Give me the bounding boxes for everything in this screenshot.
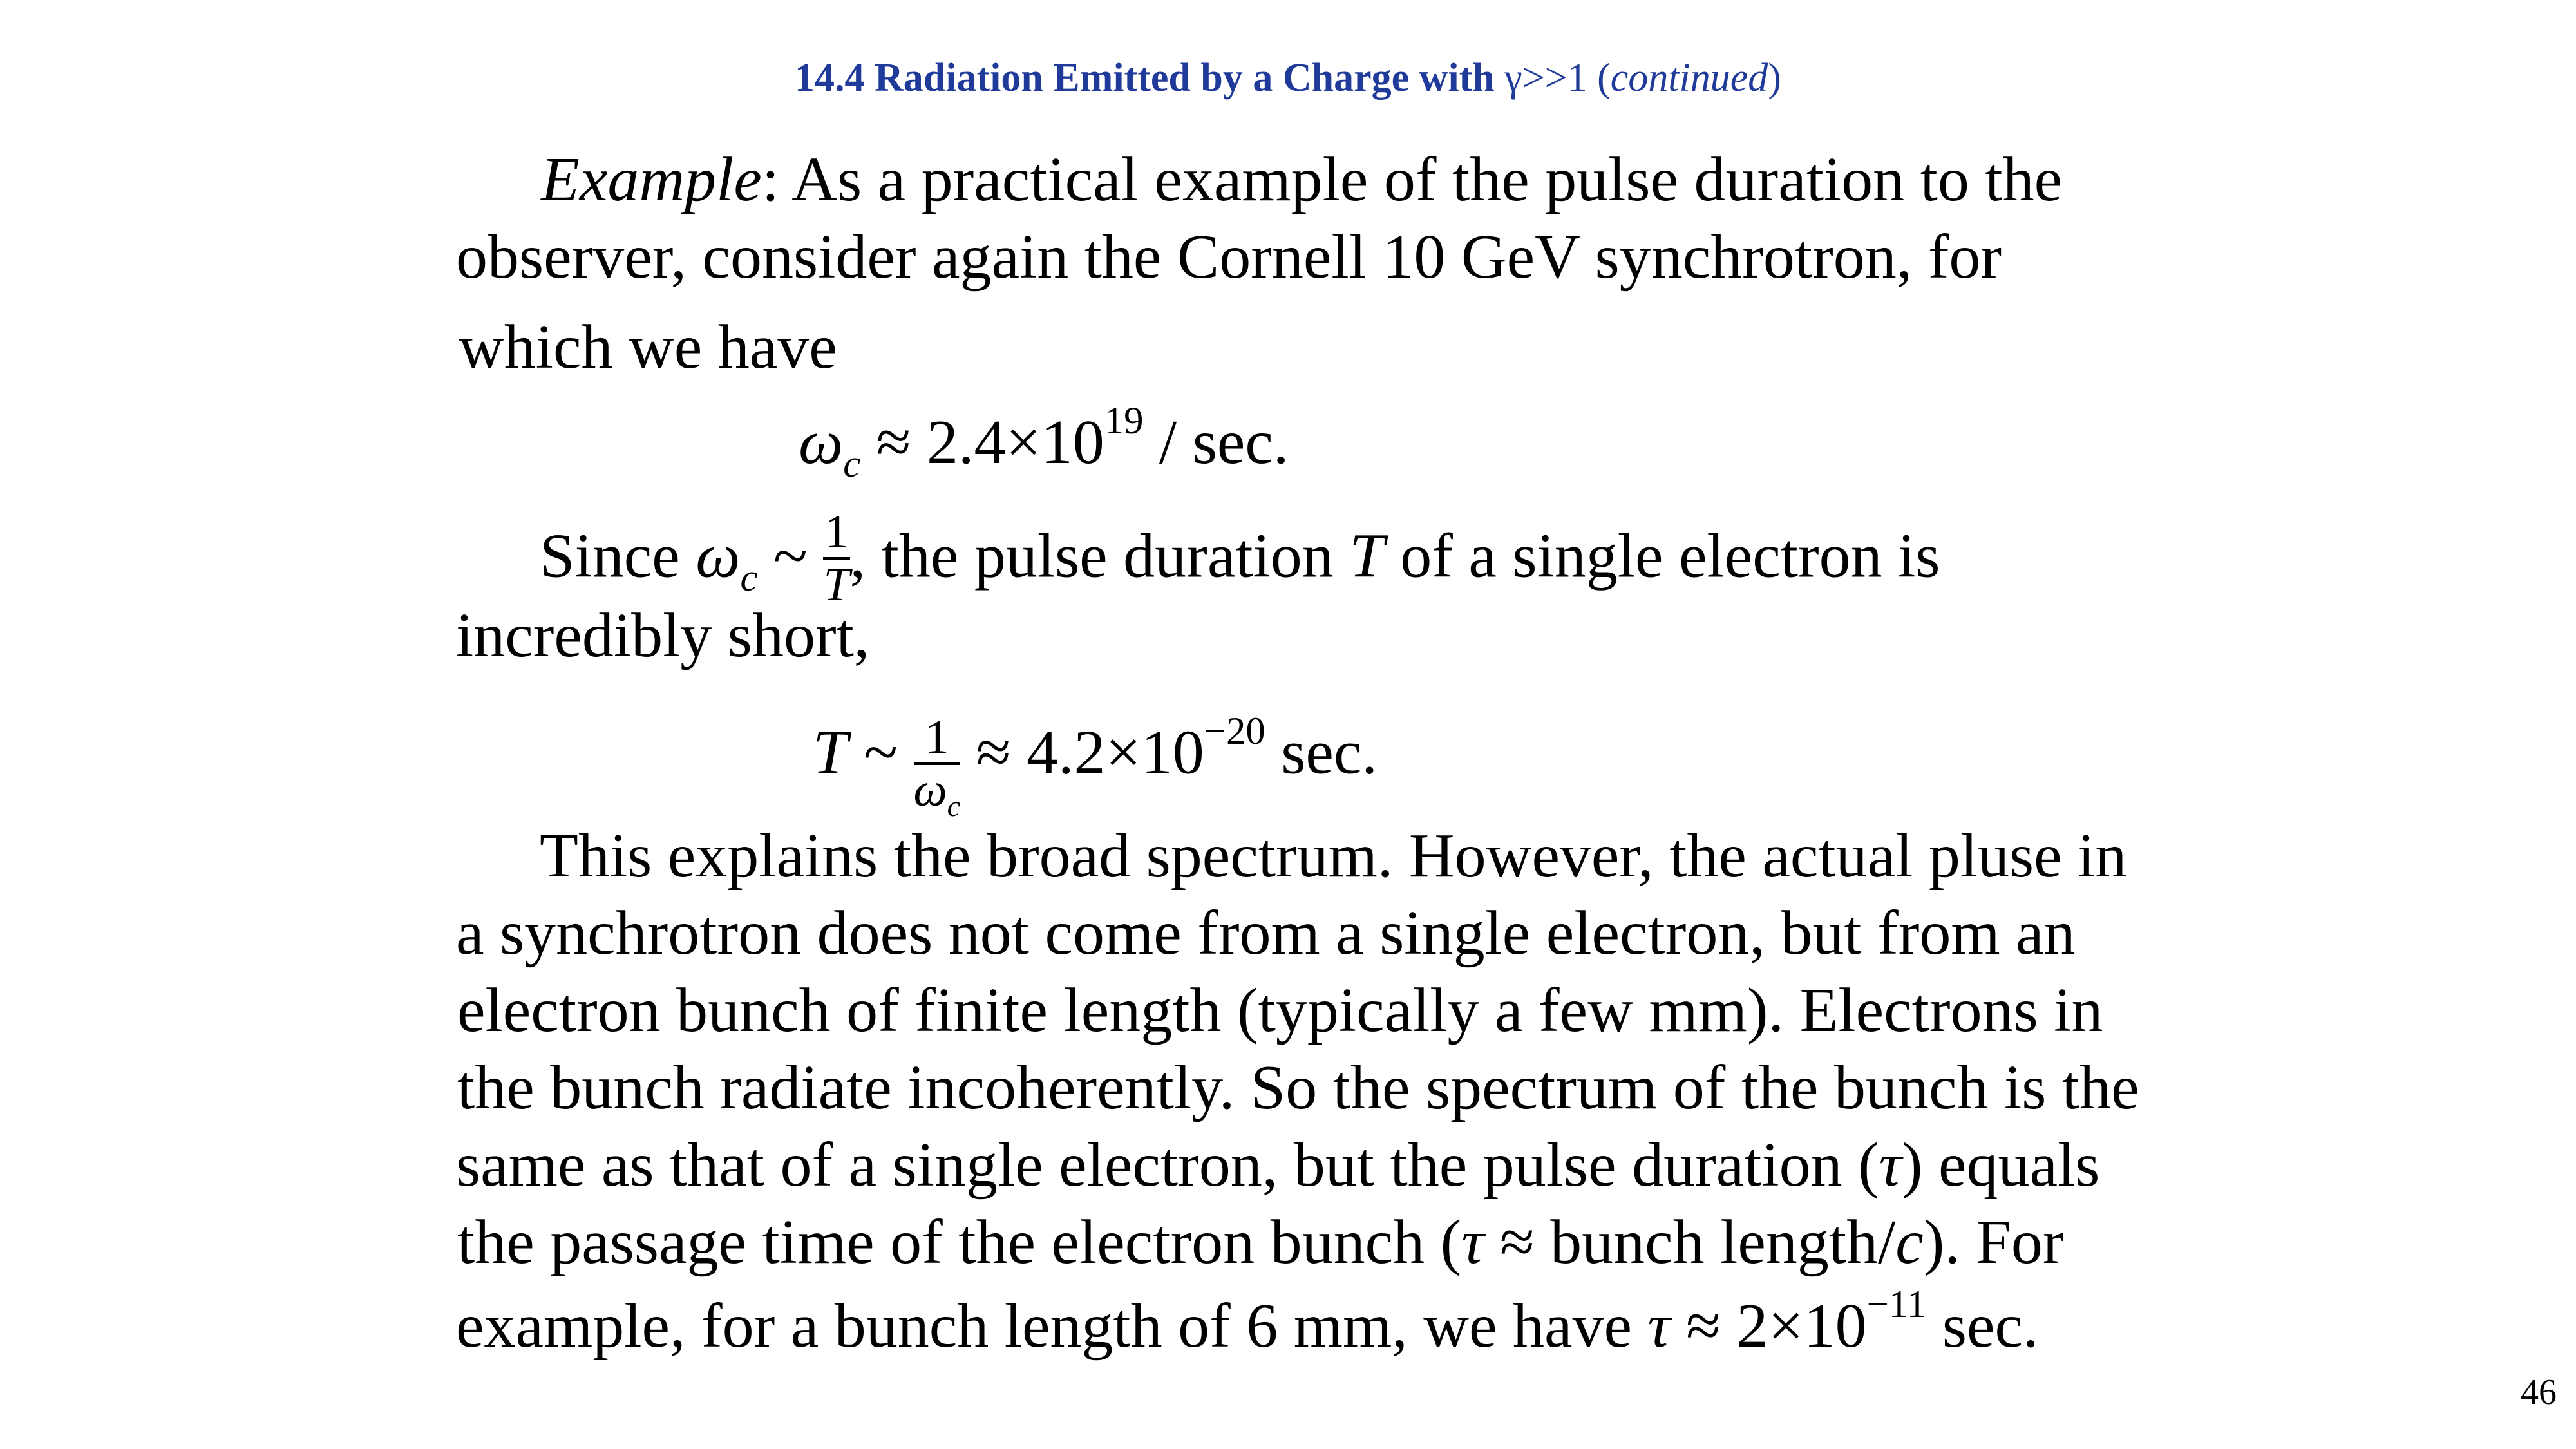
eq1-omega: ω xyxy=(799,408,844,477)
p3-line1: This explains the broad spectrum. However, the actual pluse in xyxy=(540,821,2127,891)
p2-frac-den: T xyxy=(823,558,850,611)
p3-line6 xyxy=(457,1208,2064,1277)
slide-title-main: 14.4 Radiation Emitted by a Charge with xyxy=(795,56,1505,100)
p3-line7 xyxy=(456,1283,2039,1361)
slide-title-gamma: γ>>1 xyxy=(1504,56,1587,100)
equation-omega-c xyxy=(799,399,1289,486)
slide-title-open-paren: ( xyxy=(1587,56,1611,100)
eq2-frac-den-sub: c xyxy=(947,790,961,823)
eq1-exp: 19 xyxy=(1104,399,1144,443)
page-number: 46 xyxy=(2521,1372,2557,1412)
eq1-approx: ≈ 2.4×10 xyxy=(860,408,1104,477)
p3-line6-a: the passage time of the electron bunch ( xyxy=(457,1208,1462,1277)
p2-T: T xyxy=(1349,521,1385,591)
p2-frac-num: 1 xyxy=(824,506,849,558)
eq1-sub: c xyxy=(843,442,861,486)
p1-lead: Example xyxy=(541,145,762,214)
p2-fraction xyxy=(823,508,849,609)
p2-omega: ω xyxy=(696,521,741,591)
p1-line1 xyxy=(541,145,2063,214)
p3-line7-a: example, for a bunch length of 6 mm, we have xyxy=(456,1291,1648,1361)
slide-title xyxy=(0,55,2576,101)
p3-line4: the bunch radiate incoherently. So the spectrum of the bunch is the xyxy=(457,1053,2139,1122)
p1-line3: which we have xyxy=(459,312,837,382)
p3-line6-b: ≈ bunch length/ xyxy=(1484,1208,1896,1277)
p3-line5-a: same as that of a single electron, but the pulse duration ( xyxy=(456,1130,1879,1200)
slide-title-close-paren: ) xyxy=(1768,56,1781,100)
p3-line7-exp: −11 xyxy=(1866,1283,1927,1327)
eq2-unit: sec. xyxy=(1265,717,1378,788)
p3-line7-b: ≈ 2×10 xyxy=(1670,1291,1867,1361)
equation-T xyxy=(813,708,1378,823)
p1-line1-rest: : As a practical example of the pulse duration to the xyxy=(761,145,2063,214)
eq2-frac-den-omega: ω xyxy=(913,764,947,817)
p3-line5-tau: τ xyxy=(1879,1130,1902,1200)
p3-line6-d: ). For xyxy=(1923,1208,2064,1277)
eq2-approx: ≈ 4.2×10 xyxy=(960,717,1204,788)
eq2-frac-den xyxy=(913,764,961,823)
p2-line2: incredibly short, xyxy=(456,601,870,670)
p3-line5 xyxy=(456,1130,2100,1200)
eq1-unit: / sec. xyxy=(1143,408,1289,477)
p3-line6-tau: τ xyxy=(1461,1208,1484,1277)
p3-line2: a synchrotron does not come from a single electron, but from an xyxy=(456,898,2076,968)
p1-line2: observer, consider again the Cornell 10 GeV synchrotron, for xyxy=(456,222,2002,292)
eq2-fraction xyxy=(913,711,961,823)
slide-title-continued: continued xyxy=(1610,56,1768,100)
p3-line7-tau: τ xyxy=(1647,1291,1671,1361)
p2-since: Since xyxy=(540,521,696,591)
p3-line3: electron bunch of finite length (typically a few mm). Electrons in xyxy=(457,976,2103,1045)
p2-line1 xyxy=(540,506,1940,612)
eq2-frac-num: 1 xyxy=(925,711,949,764)
p3-line5-b: ) equals xyxy=(1901,1130,2100,1200)
p2-rest-b: of a single electron is xyxy=(1384,521,1940,591)
p3-line6-c: c xyxy=(1895,1208,1924,1277)
eq2-T: T xyxy=(813,717,848,788)
p2-sub: c xyxy=(740,556,758,600)
p3-line7-c: sec. xyxy=(1926,1291,2039,1361)
eq2-exp: −20 xyxy=(1204,709,1265,753)
p2-tilde: ~ xyxy=(757,521,824,591)
eq2-tilde: ~ xyxy=(848,717,914,788)
p2-rest-a: , the pulse duration xyxy=(849,521,1350,591)
